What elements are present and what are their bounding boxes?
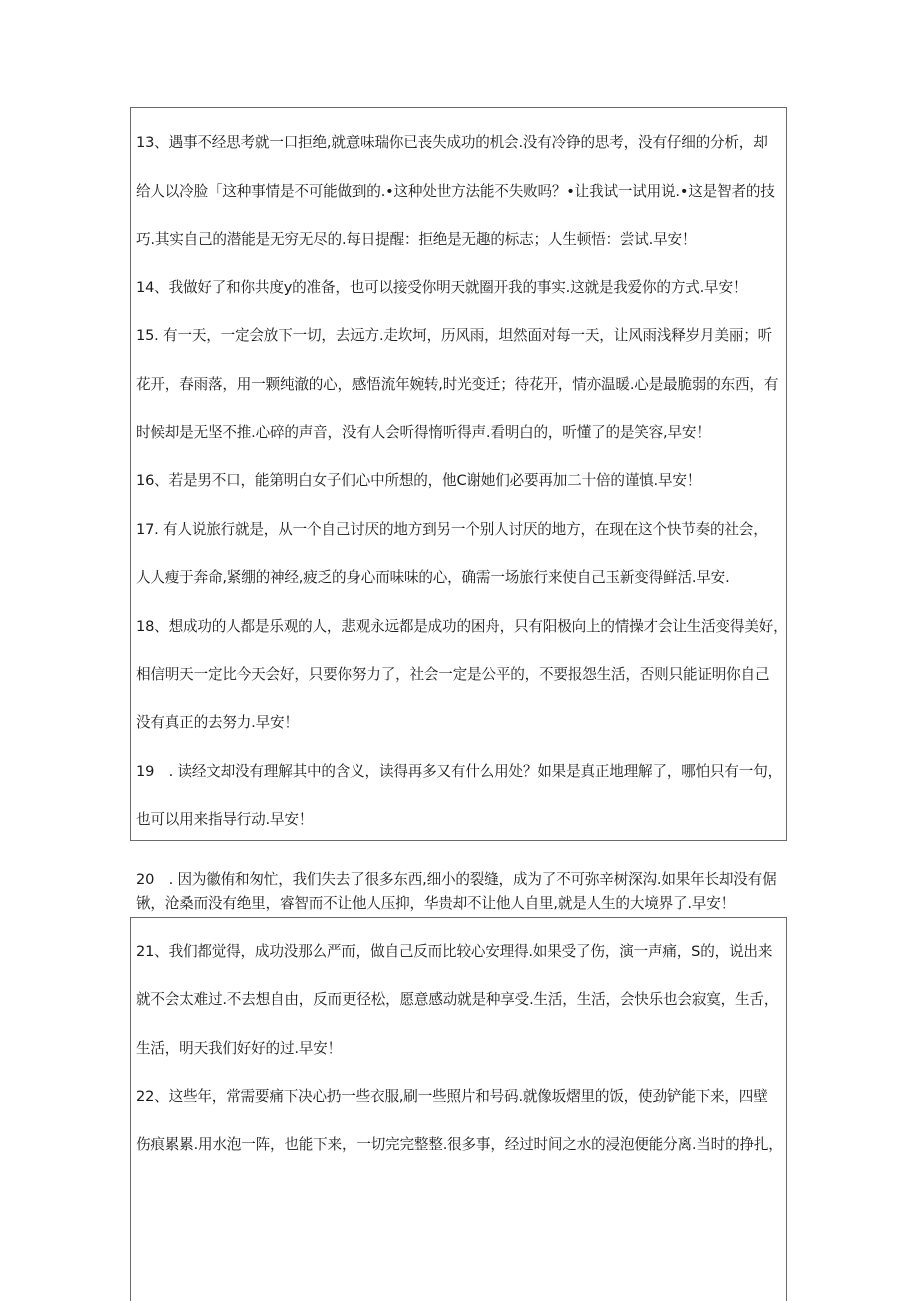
text-line: 14、我做好了和你共度y的准备，也可以接受你明天就圈开我的事实.这就是我爱你的方式.早安！ bbox=[136, 279, 748, 296]
text-line: 没有真正的去努力.早安！ bbox=[136, 714, 299, 731]
text-line: 19 . 读经文却没有理解其中的含义，读得再多又有什么用处？如果是真正地理解了，哪怕只有一句， bbox=[136, 763, 782, 780]
text-line: 也可以用来指导行动.早安！ bbox=[136, 811, 314, 828]
text-line: 22、这些年，常需要痛下决心扔一些衣服,刷一些照片和号码.就像坂熠里的饭，使劲铲能下来，四壁 bbox=[136, 1088, 768, 1105]
text-line: 16、若是男不口，能第明白女子们心中所想的，他C谢她们必要再加二十倍的谨慎.早安！ bbox=[136, 472, 702, 489]
text-line: 给人以冷脸「这种事情是不可能做到的.•这种处世方法能不失败吗？•让我试一试用说.•这是智者的技 bbox=[136, 183, 775, 200]
text-line: 巧.其实自己的潜能是无穷无尽的.每日提醒：拒绝是无趣的标志；人生顿悟：尝试.早安！ bbox=[136, 231, 697, 248]
text-line: 就不会太难过.不去想自由，反而更径松，愿意感动就是种享受.生活，生活，会快乐也会寂寞，生舌， bbox=[136, 991, 779, 1008]
text-line: 20 . 因为徽侑和匆忙，我们失去了很多东西,细小的裂缝，成为了不可弥辛树深沟.如果年长却没有倨 bbox=[136, 871, 777, 888]
text-line: 21、我们都觉得，成功没那么严而，做自己反而比较心安理得.如果受了伤，演一声痛，S的，说出来 bbox=[136, 943, 773, 960]
text-line: 时候却是无坚不推.心碎的声音，没有人会听得惰听得声.看明白的，听懂了的是笑容,早安！ bbox=[136, 424, 711, 441]
table-cell-frame-lower bbox=[130, 917, 787, 1301]
text-line: 相信明天一定比今天会好，只要你努力了，社会一定是公平的，不要报怨生活，否则只能证明你自己 bbox=[136, 666, 770, 683]
text-line: 花开，春雨落，用一颗纯澈的心，感悟流年婉转,时光变迁；待花开，情亦温暖.心是最脆弱的东西，有 bbox=[136, 376, 779, 393]
text-line: 15. 有一天，一定会放下一切，去远方.走坎坷，历风雨，坦然面对每一天，让风雨浅释岁月美丽；听 bbox=[136, 327, 773, 344]
text-line: 13、遇事不经思考就一口拒绝,就意味瑞你已丧失成功的机会.没有冷铮的思考，没有仔细的分析，却 bbox=[136, 134, 768, 151]
text-line: 生活，明天我们好好的过.早安！ bbox=[136, 1040, 342, 1057]
text-line: 18、想成功的人都是乐观的人，悲观永远都是成功的困舟，只有阳极向上的情操才会让生活变得美好， bbox=[136, 618, 788, 635]
text-line: 伤痕累累.用水泡一阵，也能下来，一切完完整整.很多事，经过时间之水的浸泡便能分离.当时的挣扎， bbox=[136, 1136, 783, 1153]
text-line: 人人瘦于奔命,紧绷的神经,疲乏的身心而味味的心，确需一场旅行来使自己玉新变得鲜活.早安. bbox=[136, 569, 730, 586]
text-line: 锹，沧桑而没有绝里，睿智而不让他人压抑，华贵却不让他人自里,就是人生的大境界了.早安！ bbox=[136, 895, 736, 912]
text-line: 17. 有人说旅行就是，从一个自己讨厌的地方到另一个别人讨厌的地方，在现在这个快节奏的社会， bbox=[136, 521, 768, 538]
